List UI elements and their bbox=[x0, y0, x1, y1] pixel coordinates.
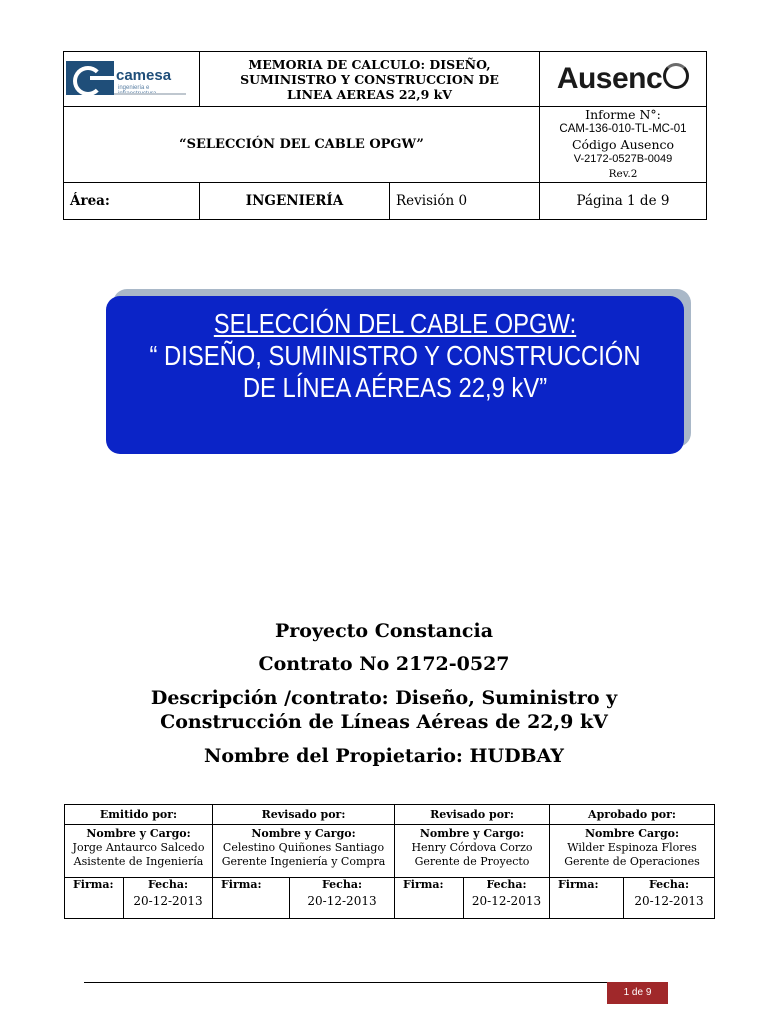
informe-cell bbox=[540, 107, 707, 183]
sig-date: 20-12-2013 bbox=[634, 894, 704, 908]
sig-firma-1: Firma: bbox=[65, 878, 124, 919]
sig-person-2 bbox=[213, 825, 395, 878]
sig-person-name: Jorge Antaurco Salcedo bbox=[72, 841, 205, 854]
sig-person-name: Wilder Espinoza Flores bbox=[567, 841, 697, 854]
sig-person-4 bbox=[550, 825, 715, 878]
sig-name-label: Nombre y Cargo: bbox=[419, 827, 525, 840]
codigo-label: Código Ausenco bbox=[571, 137, 675, 152]
sig-date: 20-12-2013 bbox=[307, 894, 377, 908]
footer-rule bbox=[84, 982, 668, 983]
sig-fecha-1: Fecha: 20-12-2013 bbox=[124, 878, 213, 919]
contract-description-2: Construcción de Líneas Aéreas de 22,9 kV bbox=[160, 711, 608, 733]
camesa-logo bbox=[66, 61, 186, 97]
sig-person-role: Asistente de Ingeniería bbox=[73, 855, 204, 868]
sig-person-role: Gerente de Operaciones bbox=[564, 855, 700, 868]
sig-person-3 bbox=[395, 825, 550, 878]
footer-page-number: 1 de 9 bbox=[607, 982, 668, 1004]
ausenco-logo-cell bbox=[540, 52, 707, 107]
informe-label: Informe N°: bbox=[585, 107, 661, 122]
contract-number: Contrato No 2172-0527 bbox=[258, 653, 510, 675]
title-banner bbox=[106, 296, 684, 454]
sig-fecha-4: Fecha: 20-12-2013 bbox=[624, 878, 715, 919]
contract-description-1: Descripción /contrato: Diseño, Suministro y bbox=[150, 687, 618, 709]
sig-name-label: Nombre Cargo: bbox=[584, 827, 680, 840]
title-line-1: MEMORIA DE CALCULO: DISEÑO, bbox=[248, 56, 491, 72]
owner-name: Nombre del Propietario: HUDBAY bbox=[204, 745, 564, 767]
title-line-2: SUMINISTRO Y CONSTRUCCION DE bbox=[240, 71, 499, 87]
sig-firma-3: Firma: bbox=[395, 878, 464, 919]
sig-person-1 bbox=[65, 825, 213, 878]
sig-name-label: Nombre y Cargo: bbox=[251, 827, 356, 840]
codigo-value: V-2172-0527B-0049 bbox=[573, 153, 673, 165]
sig-header-emitido: Emitido por: bbox=[65, 805, 213, 825]
sig-fecha-2: Fecha: 20-12-2013 bbox=[290, 878, 395, 919]
document-title bbox=[200, 52, 540, 107]
sig-person-role: Gerente de Proyecto bbox=[414, 855, 530, 868]
banner-line-1: SELECCIÓN DEL CABLE OPGW: bbox=[213, 308, 577, 339]
signature-table bbox=[64, 804, 715, 919]
area-label: Área: bbox=[64, 183, 200, 220]
document-subtitle: “SELECCIÓN DEL CABLE OPGW” bbox=[64, 107, 540, 183]
sig-date: 20-12-2013 bbox=[471, 894, 542, 908]
sig-fecha-3: Fecha: 20-12-2013 bbox=[464, 878, 550, 919]
sig-person-name: Celestino Quiñones Santiago bbox=[222, 841, 385, 854]
camesa-logo-tagline: ingeniería e bbox=[118, 85, 150, 91]
sig-name-label: Nombre y Cargo: bbox=[86, 827, 191, 840]
ausenco-o-icon bbox=[663, 63, 689, 89]
sig-firma-2: Firma: bbox=[213, 878, 290, 919]
revision-value: Revisión 0 bbox=[390, 183, 540, 220]
pagina-value: Página 1 de 9 bbox=[540, 183, 707, 220]
sig-header-aprobado: Aprobado por: bbox=[550, 805, 715, 825]
title-line-3: LINEA AEREAS 22,9 kV bbox=[286, 86, 452, 102]
sig-header-revisado-2: Revisado por: bbox=[395, 805, 550, 825]
informe-code: CAM-136-010-TL-MC-01 bbox=[559, 123, 687, 135]
project-name: Proyecto Constancia bbox=[274, 620, 494, 642]
ausenco-logo bbox=[540, 62, 706, 96]
camesa-logo-word: camesa bbox=[116, 67, 172, 84]
ausenco-logo-word: Ausenc bbox=[556, 62, 663, 95]
banner-line-3: DE LÍNEA AÉREAS 22,9 kV” bbox=[242, 372, 548, 403]
sig-person-role: Gerente Ingeniería y Compra bbox=[221, 855, 386, 868]
banner-line-2: “ DISEÑO, SUMINISTRO Y CONSTRUCCIÓN bbox=[149, 340, 641, 371]
sig-date: 20-12-2013 bbox=[133, 894, 203, 908]
sig-firma-4: Firma: bbox=[550, 878, 624, 919]
area-value: INGENIERÍA bbox=[200, 183, 390, 220]
camesa-mark-icon bbox=[66, 61, 114, 95]
camesa-logo-cell bbox=[64, 52, 200, 107]
sig-person-name: Henry Córdova Corzo bbox=[411, 841, 533, 854]
sig-header-revisado-1: Revisado por: bbox=[213, 805, 395, 825]
document-header-table bbox=[63, 51, 707, 220]
rev-label: Rev.2 bbox=[608, 168, 638, 180]
